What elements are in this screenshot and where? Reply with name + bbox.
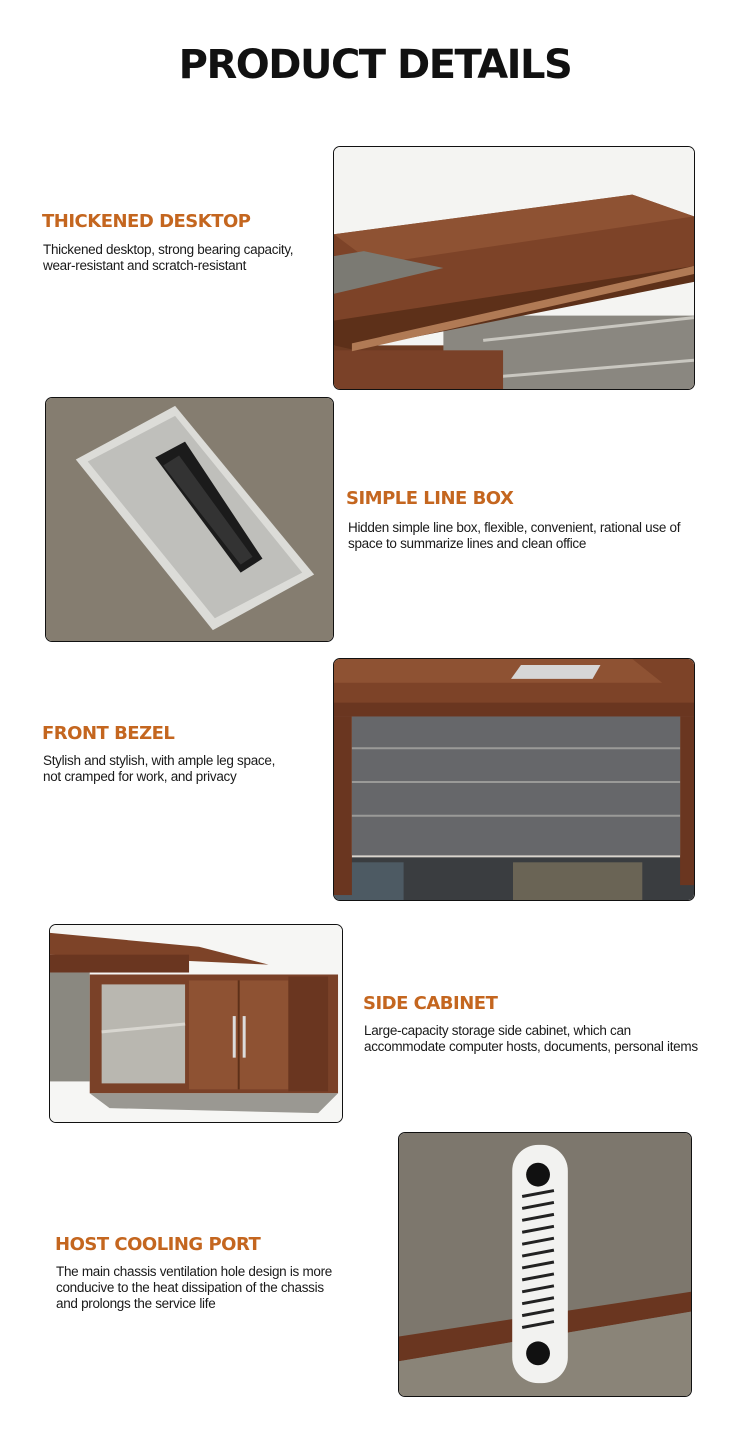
feature-heading-thickened-desktop: THICKENED DESKTOP [42,211,251,232]
desc-line: accommodate computer hosts, documents, personal items [364,1039,698,1054]
desc-line: wear-resistant and scratch-resistant [43,258,247,273]
page-title: PRODUCT DETAILS [178,42,572,88]
feature-heading-simple-line-box: SIMPLE LINE BOX [346,488,514,509]
cooling-port-photo [398,1132,692,1397]
desc-line: Hidden simple line box, flexible, convenient, rational use of [348,520,681,535]
desc-line: Thickened desktop, strong bearing capacity, [43,242,294,257]
feature-desc-thickened-desktop [43,242,323,274]
feature-heading-host-cooling-port: HOST COOLING PORT [55,1234,261,1255]
desc-line: conducive to the heat dissipation of the chassis [56,1280,324,1295]
feature-desc-host-cooling-port [56,1264,366,1312]
desc-line: space to summarize lines and clean office [348,536,587,551]
side-cabinet-photo [49,924,343,1123]
desc-line: The main chassis ventilation hole design is more [56,1264,332,1279]
desc-line: and prolongs the service life [56,1296,216,1311]
line-box-photo [45,397,334,642]
thickened-desktop-photo [333,146,695,390]
desc-line: Large-capacity storage side cabinet, which can [364,1023,631,1038]
desc-line: Stylish and stylish, with ample leg space, [43,753,276,768]
desc-line: not cramped for work, and privacy [43,769,237,784]
feature-desc-simple-line-box [348,520,718,552]
feature-desc-side-cabinet [364,1023,744,1055]
front-bezel-photo [333,658,695,901]
feature-heading-front-bezel: FRONT BEZEL [42,723,175,744]
feature-desc-front-bezel [43,753,323,785]
feature-heading-side-cabinet: SIDE CABINET [363,993,498,1014]
